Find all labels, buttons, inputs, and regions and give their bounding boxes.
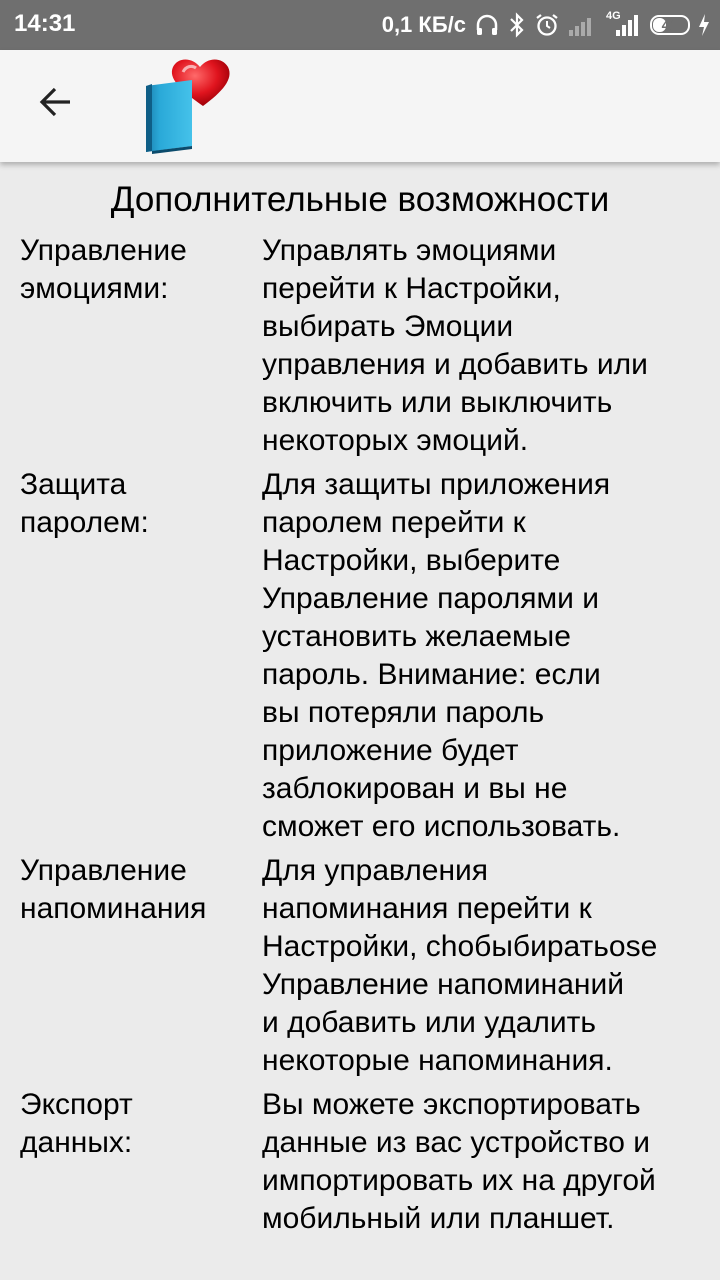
feature-row-reminders [0, 852, 720, 1080]
feature-description: Для управления напоминания перейти к Настройки, chобыбиратьose Управление напоминаний и добавить или удалить некоторые напоминания. [262, 854, 658, 1077]
feature-label: Управление эмоциями: [20, 234, 187, 305]
back-button[interactable] [24, 72, 88, 136]
feature-label: Управление напоминания [20, 854, 207, 925]
charging-icon [698, 13, 710, 37]
battery-level: 41 [661, 16, 679, 34]
feature-row-emotions [0, 232, 720, 460]
bluetooth-icon [508, 12, 526, 38]
status-icons [382, 0, 710, 50]
alarm-icon [534, 12, 560, 38]
arrow-back-icon [38, 84, 74, 125]
feature-description: Для защиты приложения паролем перейти к Настройки, выберите Управление паролями и установить желаемые пароль. Внимание: если вы потеряли пароль приложение будет заблокирован и вы не сможет его использовать. [262, 468, 621, 843]
app-bar [0, 50, 720, 162]
feature-label: Экспорт данных: [20, 1088, 133, 1159]
feature-row-password [0, 466, 720, 846]
network-type: 4G [606, 10, 621, 22]
feature-description: Вы можете экспортировать данные из вас устройство и импортировать их на другой мобильный или планшет. [262, 1088, 656, 1235]
page-title: Дополнительные возможности [110, 180, 610, 219]
feature-description: Управлять эмоциями перейти к Настройки, выбирать Эмоции управления и добавить или включить или выключить некоторых эмоций. [262, 234, 648, 457]
battery-icon [650, 15, 690, 35]
status-time: 14:31 [14, 10, 76, 37]
feature-row-export [0, 1086, 720, 1238]
status-bar [0, 0, 720, 50]
help-content[interactable] [0, 162, 720, 1280]
features-list [0, 232, 720, 1238]
net-speed: 0,1 КБ/с [381, 12, 466, 37]
book-heart-logo-icon [140, 56, 240, 156]
headset-icon [474, 12, 500, 38]
feature-label: Защита паролем: [20, 468, 149, 539]
signal-weak-icon [568, 13, 596, 37]
signal-4g-icon [604, 12, 642, 38]
